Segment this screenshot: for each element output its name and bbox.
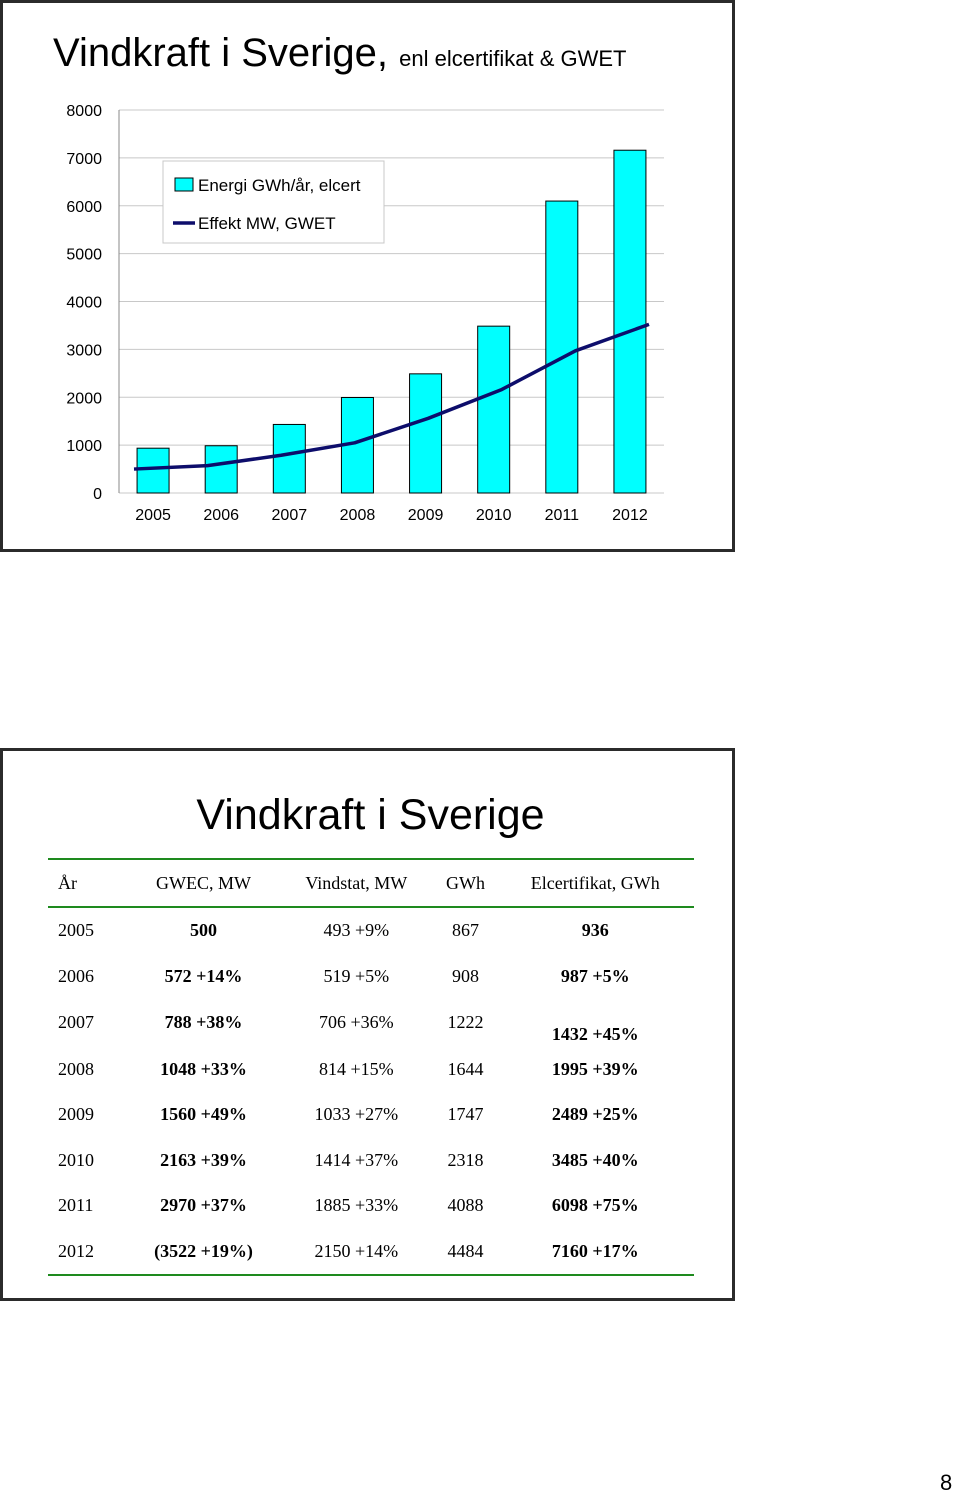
cell-gwh: 1747 [447,1104,484,1125]
cell-elcert: 936 [581,920,609,941]
bar [478,326,510,493]
x-tick-label: 2006 [203,507,239,524]
cell-elcert: 3485 +40% [551,1149,639,1170]
header-gwh: GWh [435,859,497,907]
x-tick-label: 2012 [612,507,648,524]
x-tick-label: 2005 [135,507,171,524]
header-elcert: Elcertifikat, GWh [496,859,694,907]
y-tick-label: 6000 [66,198,102,216]
table-row [48,954,694,1000]
table-header-row [48,859,694,907]
cell-elcert: 2489 +25% [551,1104,639,1125]
cell-vindstat: 814 +15% [318,1058,394,1079]
cell-year: 2009 [58,1104,94,1125]
bar [205,446,237,493]
bar [273,424,305,493]
y-tick-label: 2000 [66,390,102,408]
x-tick-label: 2010 [475,507,512,524]
legend-label-energy: Energi GWh/år, elcert [198,176,361,195]
chart-title-main: Vindkraft i Sverige, [53,31,388,75]
chart-title-sub: enl elcertifikat & GWET [399,46,627,71]
table-row [48,1229,694,1276]
y-tick-label: 4000 [66,294,102,312]
x-tick-label: 2008 [339,507,376,524]
cell-year: 2008 [58,1058,94,1079]
bar-line-chart [3,3,738,555]
table-slide [0,748,735,1301]
cell-vindstat: 2150 +14% [278,1229,435,1276]
cell-gwec: 500 [189,920,217,941]
x-tick-label: 2011 [544,507,580,524]
cell-vindstat: 706 +36% [318,1012,394,1033]
chart-slide [0,0,735,552]
y-tick-label: 8000 [66,103,102,120]
header-vindstat: Vindstat, MW [278,859,435,907]
table-row [48,1138,694,1184]
page-number: 8 [940,1470,953,1495]
cell-gwec: 572 +14% [164,965,243,986]
cell-elcert: 1432 +45% [551,1023,639,1044]
table-slide-title: Vindkraft i Sverige [196,791,545,839]
table-row [48,1092,694,1138]
cell-gwh: 2318 [447,1149,484,1170]
cell-vindstat: 1885 +33% [314,1195,399,1216]
table-row [48,1047,694,1093]
cell-elcert: 7160 +17% [496,1229,694,1276]
cell-year: 2007 [58,1012,94,1033]
cell-gwec: 1560 +49% [160,1104,247,1125]
cell-elcert: 987 +5% [560,965,630,986]
cell-gwh: 4088 [447,1195,484,1216]
cell-gwh: 1644 [447,1058,484,1079]
cell-gwh: 908 [452,965,480,986]
x-tick-label: 2009 [407,507,444,524]
cell-vindstat: 1033 +27% [314,1104,399,1125]
bar [614,150,646,493]
cell-gwec: 788 +38% [164,1012,243,1033]
cell-elcert: 6098 +75% [551,1195,639,1216]
cell-gwec: 2970 +37% [160,1195,247,1216]
cell-gwh: 867 [452,920,480,941]
y-tick-label: 5000 [66,246,102,264]
y-tick-label: 7000 [66,150,102,168]
cell-gwec: 2163 +39% [160,1149,247,1170]
bar [137,448,169,493]
bar [410,374,442,493]
cell-gwh: 4484 [435,1229,497,1276]
cell-gwec: (3522 +19%) [129,1229,278,1276]
cell-year: 2012 [48,1229,129,1276]
cell-vindstat: 519 +5% [323,965,390,986]
cell-vindstat: 493 +9% [323,920,390,941]
header-year: År [48,859,129,907]
cell-year: 2010 [58,1149,94,1170]
cell-year: 2011 [58,1195,94,1216]
cell-gwh: 1222 [447,1012,484,1033]
bar [546,201,578,493]
table-row [48,999,694,1047]
x-tick-label: 2007 [271,507,308,524]
y-tick-label: 3000 [66,342,102,360]
legend-label-effekt: Effekt MW, GWET [198,214,336,233]
table-row [48,1183,694,1229]
cell-year: 2006 [58,965,94,986]
cell-vindstat: 1414 +37% [314,1149,399,1170]
table-row [48,907,694,954]
cell-gwec: 1048 +33% [160,1058,247,1079]
cell-year: 2005 [58,920,94,941]
cell-elcert: 1995 +39% [551,1058,639,1079]
header-gwec: GWEC, MW [129,859,278,907]
legend-swatch-bar [175,178,193,191]
y-tick-label: 0 [93,486,102,503]
data-table [48,858,694,1276]
y-tick-label: 1000 [66,438,102,456]
